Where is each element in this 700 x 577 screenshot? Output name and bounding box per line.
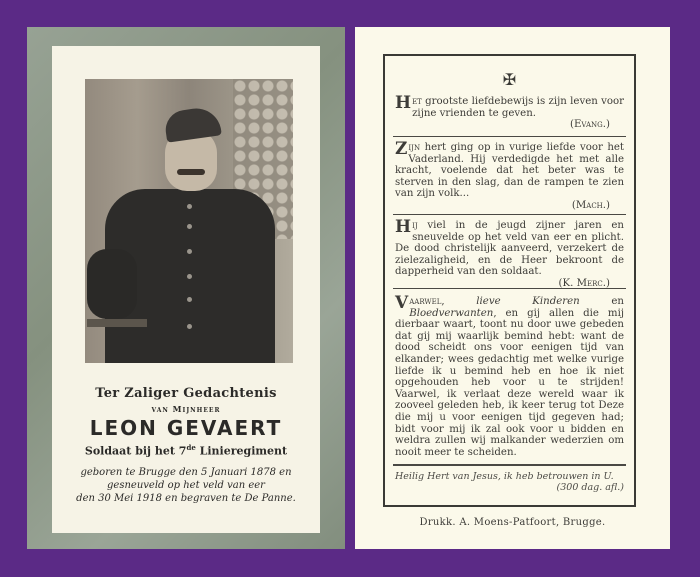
- divider: [393, 214, 626, 215]
- printer-credit: Drukk. A. Moens-Patfoort, Brugge.: [419, 517, 606, 528]
- verse-machabeeen: Zijn hert ging op in vurige liefde voor het Vaderland. Hij verdedigde het met alle kracht, voelende dat het beter was te sterven in den slag, dan de rampen te zien van zijn volk... (Mach.): [395, 139, 624, 211]
- memorial-subheading: van Mijnheer: [151, 404, 221, 414]
- divider: [393, 136, 626, 137]
- divider: [393, 288, 626, 289]
- farewell-message: Vaarwel, lieve Kinderen en Bloedverwanten, en gij allen die mij dierbaar waart, toont nu door uwe gebeden dat gij mij waarlijk bemind hebt: want de dood scheidt ons voor eenigen tijd van elkander; wees gedachtig met welke vurige liefde ik u bemind heb en hoe ik niet opgehouden heb voor u te strijden! Vaarwel, ik verlaat deze wereld waar ik zooveel geleden heb, ik keer terug tot Deze die mij u voor eenigen tijd gegeven had; bidt voor mij ik zal ook voor u bidden en weldra zullen wij malkander wederzien om nooit meer te scheiden.: [395, 293, 624, 458]
- soldier-portrait-photo: [85, 79, 293, 363]
- cross-icon: ✠: [502, 70, 517, 89]
- memorial-heading: Ter Zaliger Gedachtenis: [95, 386, 277, 401]
- prayer-invocation: Heilig Hert van Jesus, ik heb betrouwen in U. (300 dag. afl.): [395, 471, 624, 493]
- card-front-paper: [52, 46, 320, 533]
- biography: geboren te Brugge den 5 Januari 1878 en gesneuveld op het veld van eer den 30 Mei 1918 en begraven te De Panne.: [76, 467, 296, 504]
- double-divider: [393, 464, 626, 466]
- memorial-card-back: [355, 27, 670, 549]
- text-frame: [383, 54, 636, 507]
- rank-line: Soldaat bij het 7de Linieregiment: [84, 443, 288, 458]
- deceased-name: LEON GEVAERT: [89, 416, 283, 440]
- memorial-card-front: [27, 27, 345, 549]
- verse-kardinaal-mercier: Hij viel in de jeugd zijner jaren en sneuvelde op het veld van eer en plicht. De dood christelijk aanveerd, verzekert de zielezaligheid, en de Heer bekroont de dapperheid van den soldaat. (K. Merc.): [395, 217, 624, 289]
- verse-evangelie: Het grootste liefdebewijs is zijn leven voor zijne vrienden te geven. (Evang.): [395, 93, 624, 131]
